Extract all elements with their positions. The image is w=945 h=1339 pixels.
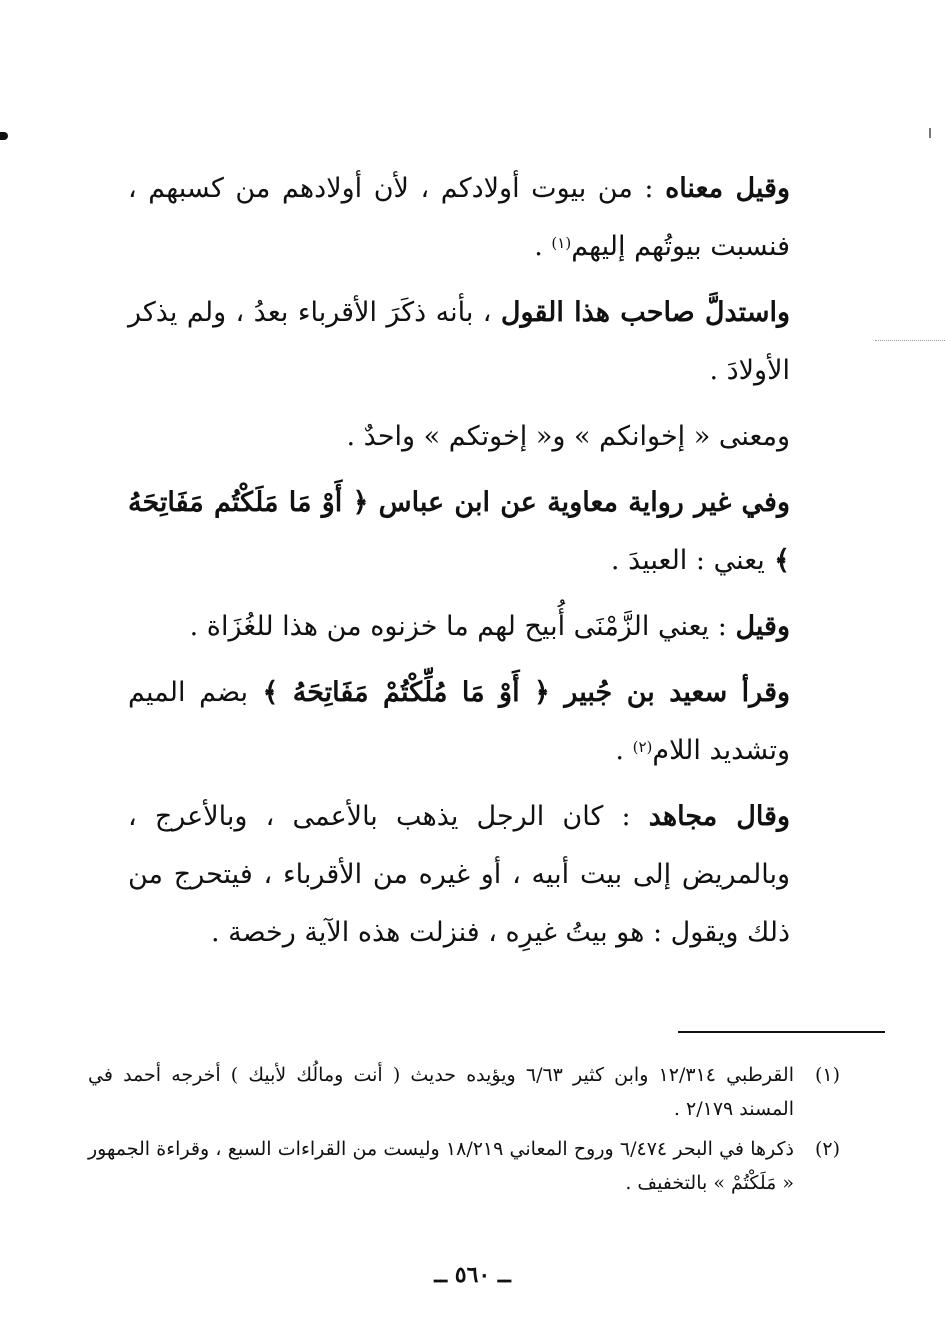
paragraph-lead: وقال مجاهد: [648, 801, 790, 832]
paragraph-tail: .: [615, 735, 633, 766]
quran-bracket-close: ﴾: [248, 677, 293, 708]
margin-mark: [929, 128, 931, 138]
margin-dots: [875, 340, 945, 341]
paragraph: [128, 408, 790, 466]
footnote-ref: (١): [551, 234, 572, 252]
paragraph-text: ومعنى « إخوانكم » و« إخوتكم » واحدٌ .: [346, 421, 790, 452]
quran-bracket-open: ﴿: [342, 487, 379, 518]
paragraph-lead: وقرأ سعيد بن جُبير: [564, 677, 791, 708]
paragraph: [128, 160, 790, 276]
edge-mark: [0, 132, 8, 140]
paragraph-text: يعني : العبيدَ .: [610, 545, 765, 576]
paragraph: [128, 598, 790, 656]
paragraph: [128, 284, 790, 400]
paragraph: [128, 474, 790, 590]
footnotes: [88, 1058, 840, 1206]
paragraph-lead: وفي غير رواية معاوية عن ابن عباس: [378, 487, 790, 518]
paragraph: [128, 664, 790, 780]
quran-verse: أَوْ مَا مَلَكْتُم مَفَاتِحَهُ: [128, 487, 343, 518]
footnote-text: ذكرها في البحر ٦/٤٧٤ وروح المعاني ١٨/٢١٩ وليست من القراءات السبع ، وقراءة الجمهور « مَلَكْتُمْ » بالتخفيف .: [88, 1138, 795, 1194]
quran-bracket-open: ﴿: [519, 677, 565, 708]
paragraph-lead: وقيل معناه: [665, 173, 791, 204]
paragraph: [128, 788, 790, 962]
footnote: [88, 1132, 840, 1200]
paragraph-text: : من بيوت أولادكم ، لأن أولادهم من كسبهم ، فنسبت بيوتُهم إليهم: [128, 173, 790, 262]
page-number: ــ ٥٦٠ ــ: [434, 1262, 511, 1288]
footnote-text: القرطبي ١٢/٣١٤ وابن كثير ٦/٦٣ ويؤيده حديث ( أنت ومالُك لأبيك ) أخرجه أحمد في المسند ٢/١٧٩ .: [88, 1064, 794, 1120]
quran-verse: أَوْ مَا مُلِّكْتُمْ مَفَاتِحَهُ: [292, 677, 520, 708]
paragraph-lead: واستدلَّ صاحب هذا القول: [500, 297, 790, 328]
quran-bracket-close: ﴾: [764, 545, 790, 576]
paragraph-tail: .: [534, 231, 552, 262]
paragraph-text: ، بأنه ذكَرَ الأقرباء بعدُ ، ولم يذكر الأولادَ .: [128, 297, 790, 386]
paragraph-text: بضم الميم وتشديد اللام: [128, 677, 790, 766]
paragraph-text: : يعني الزَّمْنَى أُبيح لهم ما خزنوه من هذا للغُزَاة .: [189, 611, 736, 642]
footnote-ref: (٢): [632, 738, 653, 756]
paragraph-text: : كان الرجل يذهب بالأعمى ، وبالأعرج ، وبالمريض إلى بيت أبيه ، أو غيره من الأقرباء ، فيتحرج من ذلك ويقول : هو بيتُ غيرِه ، فنزلت هذه الآية رخصة .: [128, 801, 790, 948]
main-text: [128, 160, 790, 970]
footnote-separator: [678, 1031, 885, 1033]
footnote: [88, 1058, 840, 1126]
paragraph-lead: وقيل: [735, 611, 790, 642]
footnote-number: (٢): [814, 1138, 840, 1160]
footnote-number: (١): [814, 1064, 840, 1086]
